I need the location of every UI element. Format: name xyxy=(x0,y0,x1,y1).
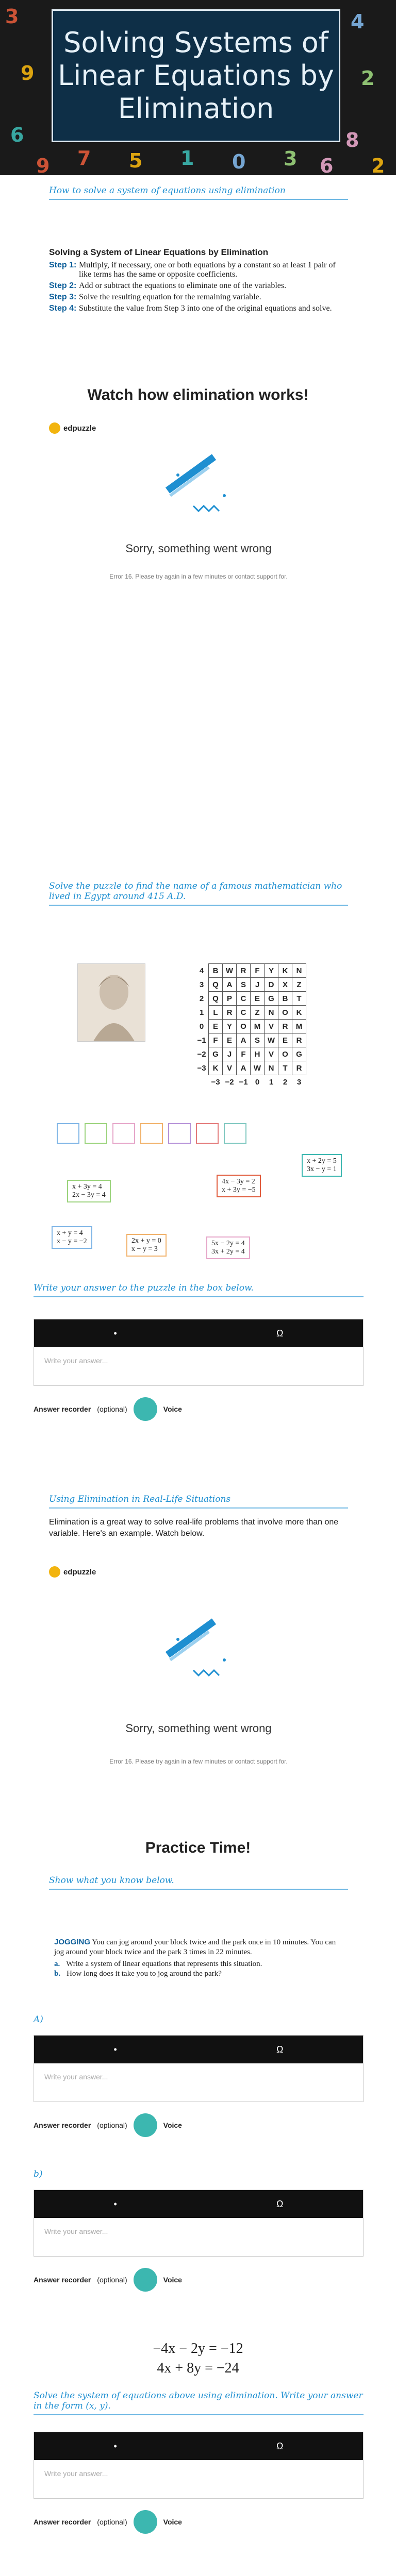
equation: 3x + 2y = 4 xyxy=(211,1248,245,1256)
grid-x-label: 3 xyxy=(296,1077,302,1087)
grid-row xyxy=(195,1047,306,1061)
grid-cell: R xyxy=(292,1061,306,1075)
grid-y-label: −2 xyxy=(197,1049,206,1059)
letter-box xyxy=(168,1123,191,1144)
reallife-heading: Using Elimination in Real-Life Situations xyxy=(49,1494,231,1504)
grid-x-label: 0 xyxy=(255,1077,260,1087)
equation: x − y = −2 xyxy=(57,1238,87,1245)
grid-cell: N xyxy=(292,964,306,978)
step-label: Step 4: xyxy=(49,304,77,313)
grid-cell: N xyxy=(265,1006,278,1020)
puzzle-system xyxy=(67,1180,111,1202)
voice-label: Voice xyxy=(163,1405,182,1413)
grid-y-label: −3 xyxy=(197,1063,206,1073)
broken-video-icon xyxy=(49,434,348,542)
letter-box xyxy=(224,1123,246,1144)
video-player[interactable] xyxy=(49,422,348,580)
step-text: Multiply, if necessary, one or both equations by a constant so at least 1 pair of like terms has the same or opposite coefficients. xyxy=(79,261,336,279)
grid-x-axis xyxy=(195,1075,306,1089)
grid-cell: M xyxy=(292,1020,306,1033)
grid-cell: V xyxy=(223,1061,237,1075)
mathematician-portrait xyxy=(77,963,145,1042)
instruction-heading: Solve the system of equations above using elimination. Write your answer in the form (x, y). xyxy=(34,2391,363,2411)
number-glyph: 7 xyxy=(77,147,91,170)
edpuzzle-logo: edpuzzle xyxy=(49,422,348,434)
reallife-text: Elimination is a great way to solve real-life problems that involve more than one variable. Here's an example. Watch below. xyxy=(49,1518,339,1538)
edpuzzle-logo: edpuzzle xyxy=(49,1566,348,1578)
step-label: Step 3: xyxy=(49,293,77,301)
editor-toolbar xyxy=(34,1319,363,1347)
grid-y-label: 3 xyxy=(199,980,204,989)
number-glyph: 1 xyxy=(180,147,194,170)
grid-cell: G xyxy=(292,1047,306,1061)
grid-row xyxy=(195,978,306,992)
divider xyxy=(49,1507,348,1509)
grid-cell: H xyxy=(251,1047,265,1061)
divider xyxy=(49,1889,348,1890)
equation: 3x − y = 1 xyxy=(307,1165,337,1173)
grid-cell: K xyxy=(209,1061,223,1075)
grid-cell: J xyxy=(251,978,265,992)
microphone-button[interactable] xyxy=(134,1397,157,1421)
step-item xyxy=(49,261,348,279)
editor-toolbar xyxy=(34,2190,363,2218)
grid-cell: A xyxy=(237,1033,251,1047)
part-a-label: A) xyxy=(34,2014,43,2025)
grid-cell: Q xyxy=(209,978,223,992)
grid-cell: A xyxy=(237,1061,251,1075)
editor-toolbar xyxy=(34,2432,363,2460)
grid-cell: B xyxy=(209,964,223,978)
puzzle-system xyxy=(217,1175,261,1197)
step-label: Step 1: xyxy=(49,261,77,269)
step-item xyxy=(49,281,348,291)
voice-label: Voice xyxy=(163,2121,182,2129)
number-glyph: 2 xyxy=(371,155,385,175)
grid-cell: D xyxy=(265,978,278,992)
grid-cell: F xyxy=(209,1033,223,1047)
step-text: Add or subtract the equations to eliminate one of the variables. xyxy=(79,281,287,290)
letter-box xyxy=(112,1123,135,1144)
equation: 2x + y = 0 xyxy=(131,1237,161,1245)
watch-heading: Watch how elimination works! xyxy=(87,386,309,403)
grid-cell: S xyxy=(251,1033,265,1047)
grid-cell: Z xyxy=(292,978,306,992)
bullet-button[interactable]: • xyxy=(113,1328,117,1338)
number-glyph: 3 xyxy=(284,147,298,170)
grid-cell: G xyxy=(265,992,278,1006)
title-box xyxy=(52,9,340,142)
grid-row xyxy=(195,992,306,1006)
grid-x-label: −1 xyxy=(239,1077,248,1087)
equation: x − y = 3 xyxy=(131,1245,158,1253)
equation: x + 3y = −5 xyxy=(222,1186,256,1194)
grid-cell: O xyxy=(278,1047,292,1061)
portrait-sketch xyxy=(78,964,145,1041)
grid-y-label: −1 xyxy=(197,1036,206,1045)
equation: x + 3y = 4 xyxy=(72,1183,102,1191)
voice-label: Voice xyxy=(163,2276,182,2284)
voice-label: Voice xyxy=(163,2518,182,2526)
grid-cell: Y xyxy=(265,964,278,978)
number-glyph: 8 xyxy=(345,129,359,151)
video-player[interactable] xyxy=(49,1566,348,1765)
grid-cell: V xyxy=(265,1020,278,1033)
grid-cell: B xyxy=(278,992,292,1006)
puzzle-system xyxy=(206,1236,250,1259)
step-item xyxy=(49,293,348,302)
grid-cell: R xyxy=(223,1006,237,1020)
number-glyph: 3 xyxy=(5,5,19,28)
equation: 2x − 3y = 4 xyxy=(72,1191,106,1199)
bullet-button[interactable]: • xyxy=(113,2441,117,2451)
answer-recorder: Answer recorder (optional) Voice xyxy=(34,1397,182,1421)
grid-cell: R xyxy=(278,1020,292,1033)
equation: x + y = 4 xyxy=(57,1229,83,1237)
grid-cell: T xyxy=(292,992,306,1006)
equation: 5x − 2y = 4 xyxy=(211,1240,245,1247)
answer-recorder: Answer recorder (optional) Voice xyxy=(34,2510,182,2534)
grid-cell: F xyxy=(237,1047,251,1061)
error-message: Error 16. Please try again in a few minutes or contact support for. xyxy=(109,1758,288,1765)
letter-box xyxy=(196,1123,219,1144)
grid-cell: G xyxy=(209,1047,223,1061)
steps-title: Solving a System of Linear Equations by Elimination xyxy=(49,247,269,257)
problem-part: b. How long does it take you to jog around the park? xyxy=(54,1970,222,1978)
grid-cell: S xyxy=(237,978,251,992)
grid-cell: J xyxy=(223,1047,237,1061)
step-text: Solve the resulting equation for the remaining variable. xyxy=(79,293,261,301)
grid-cell: E xyxy=(223,1033,237,1047)
show-heading: Show what you know below. xyxy=(49,1875,174,1886)
grid-cell: N xyxy=(265,1061,278,1075)
grid-cell: P xyxy=(223,992,237,1006)
grid-row xyxy=(195,964,306,978)
divider xyxy=(49,199,348,200)
microphone-button[interactable] xyxy=(134,2268,157,2292)
grid-cell: W xyxy=(251,1061,265,1075)
number-glyph: 9 xyxy=(36,155,50,175)
grid-cell: L xyxy=(209,1006,223,1020)
grid-y-label: 0 xyxy=(199,1022,204,1031)
divider xyxy=(49,905,348,906)
error-title: Sorry, something went wrong xyxy=(125,1722,272,1735)
step-label: Step 2: xyxy=(49,281,77,290)
error-message: Error 16. Please try again in a few minutes or contact support for. xyxy=(109,573,288,580)
grid-y-label: 2 xyxy=(199,994,204,1003)
number-glyph: 2 xyxy=(361,67,375,90)
grid-cell: E xyxy=(209,1020,223,1033)
answer-box[interactable] xyxy=(34,2035,364,2102)
step-text: Substitute the value from Step 3 into one of the original equations and solve. xyxy=(79,304,332,313)
answer-box[interactable] xyxy=(34,2190,364,2257)
grid-cell: K xyxy=(292,1006,306,1020)
answer-boxes xyxy=(57,1123,252,1146)
number-glyph: 4 xyxy=(351,10,365,33)
answer-input[interactable]: Write your answer... xyxy=(44,2073,108,2081)
grid-cell: Y xyxy=(223,1020,237,1033)
broken-video-icon xyxy=(49,1578,348,1722)
grid-cell: V xyxy=(265,1047,278,1061)
grid-row xyxy=(195,1033,306,1047)
grid-cell: T xyxy=(278,1061,292,1075)
number-glyph: 9 xyxy=(21,62,35,84)
section-heading: How to solve a system of equations using elimination xyxy=(49,185,286,196)
grid-y-label: 1 xyxy=(199,1008,204,1017)
answer-box[interactable] xyxy=(34,2432,364,2499)
letter-grid xyxy=(195,963,306,1089)
grid-x-label: −2 xyxy=(225,1077,234,1087)
grid-cell: C xyxy=(237,992,251,1006)
answer-prompt: Write your answer to the puzzle in the box below. xyxy=(34,1283,254,1293)
grid-cell: F xyxy=(251,964,265,978)
equation-system xyxy=(0,2339,396,2378)
grid-cell: A xyxy=(223,978,237,992)
page-title: Solving Systems of Linear Equations by Elimination xyxy=(58,26,334,125)
grid-row xyxy=(195,1006,306,1020)
equation: 4x + 8y = −24 xyxy=(157,2360,239,2376)
answer-input[interactable]: Write your answer... xyxy=(44,2469,108,2478)
divider xyxy=(34,1296,364,1297)
grid-cell: R xyxy=(237,964,251,978)
title-banner xyxy=(0,0,396,175)
part-b-label: b) xyxy=(34,2169,43,2179)
symbol-button[interactable]: Ω xyxy=(276,1328,284,1338)
edpuzzle-icon xyxy=(49,422,60,434)
grid-x-label: 2 xyxy=(283,1077,288,1087)
grid-row xyxy=(195,1061,306,1075)
bullet-button[interactable]: • xyxy=(113,2044,117,2055)
practice-heading: Practice Time! xyxy=(145,1839,251,1856)
grid-cell: X xyxy=(278,978,292,992)
number-glyph: 5 xyxy=(129,149,143,172)
grid-cell: R xyxy=(292,1033,306,1047)
puzzle-system xyxy=(52,1226,92,1249)
grid-x-label: 1 xyxy=(269,1077,274,1087)
answer-input[interactable]: Write your answer... xyxy=(44,1357,108,1365)
equation: x + 2y = 5 xyxy=(307,1157,337,1165)
bullet-button[interactable]: • xyxy=(113,2198,117,2209)
equation: −4x − 2y = −12 xyxy=(153,2341,243,2357)
editor-toolbar xyxy=(34,2036,363,2063)
answer-input[interactable]: Write your answer... xyxy=(44,2227,108,2235)
grid-cell: M xyxy=(251,1020,265,1033)
puzzle-system xyxy=(126,1234,167,1257)
microphone-button[interactable] xyxy=(134,2113,157,2137)
grid-cell: Z xyxy=(251,1006,265,1020)
symbol-button[interactable]: Ω xyxy=(276,2441,284,2451)
number-glyph: 6 xyxy=(320,155,334,175)
equation: 4x − 3y = 2 xyxy=(222,1178,255,1185)
grid-x-label: −3 xyxy=(211,1077,220,1087)
microphone-button[interactable] xyxy=(134,2510,157,2534)
steps-box xyxy=(49,247,348,315)
grid-cell: O xyxy=(237,1020,251,1033)
answer-box[interactable] xyxy=(34,1319,364,1386)
answer-recorder: Answer recorder (optional) Voice xyxy=(34,2113,182,2137)
letter-box xyxy=(57,1123,79,1144)
letter-box xyxy=(140,1123,163,1144)
grid-cell: W xyxy=(265,1033,278,1047)
answer-recorder: Answer recorder (optional) Voice xyxy=(34,2268,182,2292)
symbol-button[interactable]: Ω xyxy=(276,2198,284,2209)
symbol-button[interactable]: Ω xyxy=(276,2044,284,2055)
puzzle-system xyxy=(302,1154,342,1177)
edpuzzle-icon xyxy=(49,1566,60,1578)
letter-box xyxy=(85,1123,107,1144)
grid-cell: W xyxy=(223,964,237,978)
divider xyxy=(34,2414,364,2415)
grid-cell: E xyxy=(278,1033,292,1047)
steps-list xyxy=(49,261,348,313)
puzzle-heading: Solve the puzzle to find the name of a famous mathematician who lived in Egypt around 415 A.D. xyxy=(49,881,342,902)
grid-cell: O xyxy=(278,1006,292,1020)
jogging-problem: JOGGING You can jog around your block twice and the park once in 10 minutes. You can jog around your block twice and the park 3 times in 22 minutes. a. Write a system of linear equations that represents this situation. b. How long does it take you to jog around the park? xyxy=(54,1937,343,1979)
step-item xyxy=(49,304,348,313)
grid-cell: K xyxy=(278,964,292,978)
grid-row xyxy=(195,1020,306,1033)
grid-y-label: 4 xyxy=(199,966,204,975)
grid-cell: E xyxy=(251,992,265,1006)
error-title: Sorry, something went wrong xyxy=(125,542,272,555)
number-glyph: 0 xyxy=(232,150,246,173)
grid-cell: C xyxy=(237,1006,251,1020)
grid-cell: Q xyxy=(209,992,223,1006)
problem-part: a. Write a system of linear equations that represents this situation. xyxy=(54,1960,262,1968)
number-glyph: 6 xyxy=(10,124,24,146)
